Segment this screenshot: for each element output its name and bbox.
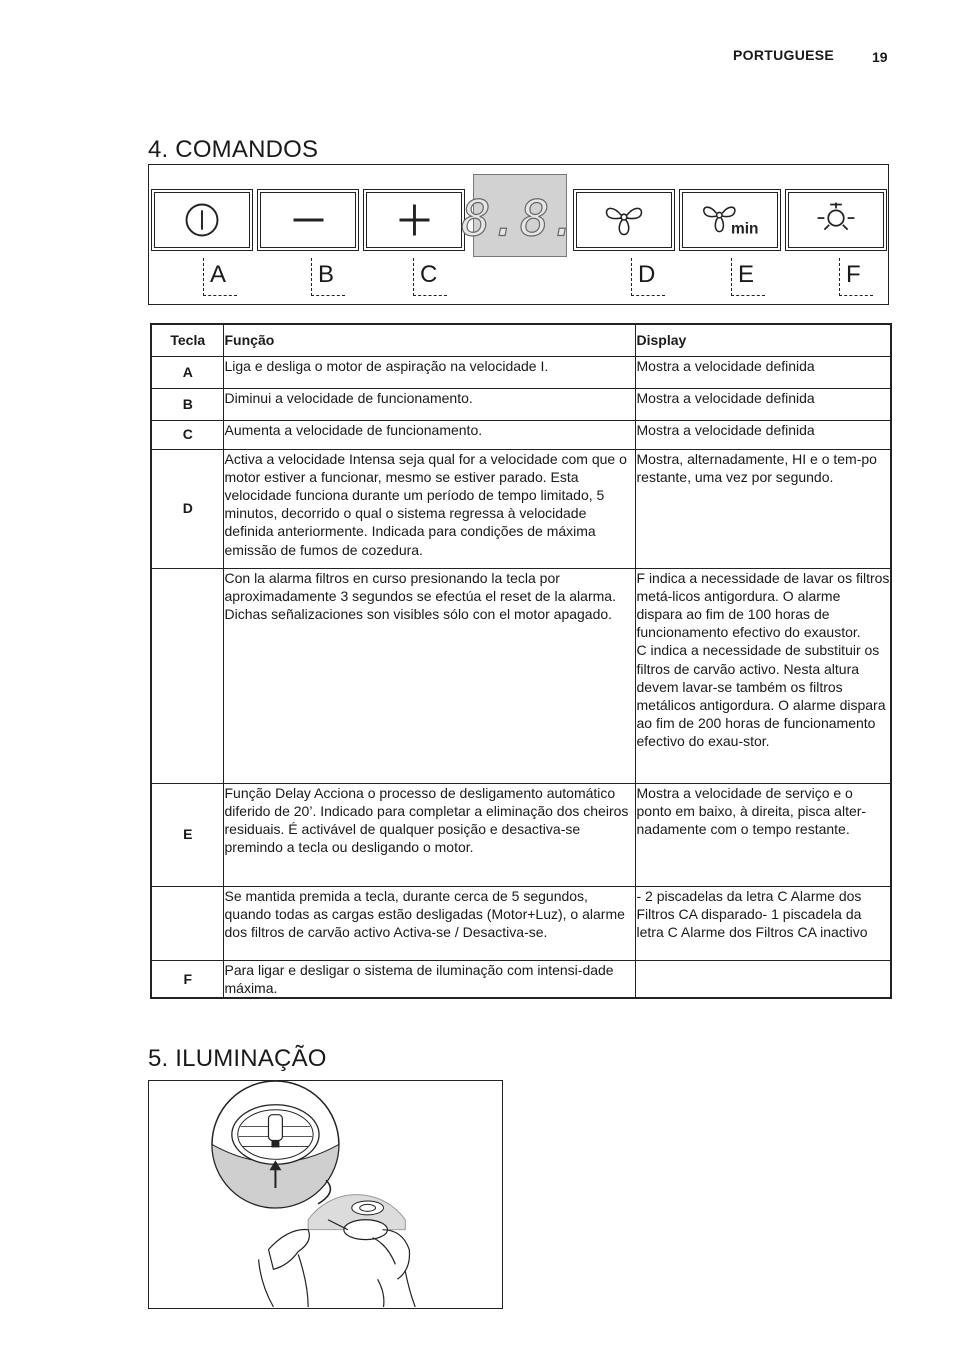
key-label-a: A [203,258,237,296]
key-label-d: D [631,258,665,296]
row-display: Mostra a velocidade definida [635,388,891,420]
control-panel-diagram [148,164,889,305]
row-key: F [151,960,223,998]
section-title-controls: 4. COMANDOS [148,136,319,163]
minus-button [257,189,359,251]
row-display [635,960,891,998]
row-key: B [151,388,223,420]
fan-min-icon [680,190,780,250]
power-icon [152,190,252,250]
delay-button [679,189,781,251]
header-key: Tecla [151,324,223,356]
row-display: Mostra a velocidade de serviço e o ponto em baixo, à direita, pisca alter-nadamente com o tempo restante. [635,783,891,886]
section-title-lighting: 5. ILUMINAÇÃO [148,1045,327,1072]
row-function: Para ligar e desligar o sistema de iluminação com intensi-dade máxima. [223,960,635,998]
row-key [151,568,223,783]
hands-changing-lamp [259,1195,416,1307]
min-label: min [730,220,759,238]
row-key: A [151,356,223,388]
row-function: Activa a velocidade Intensa seja qual for a velocidade com que o motor estiver a funcionar, mesmo se estiver parado. Esta velocidade funciona durante um período de tempo limitado, 5 minutos, decorrido o qual o sistema regressa à velocidade definida anteriormente. Indicada para condições de máxima emissão de fumos de cozedura. [223,449,635,568]
row-function: Diminui a velocidade de funcionamento. [223,388,635,420]
light-button [785,189,887,251]
fan-icon [574,190,674,250]
table-row [151,420,891,449]
row-function: Liga e desliga o motor de aspiração na velocidade I. [223,356,635,388]
row-key [151,886,223,960]
row-key: E [151,783,223,886]
plus-button [363,189,465,251]
intensive-speed-button [573,189,675,251]
row-display [635,568,891,783]
header-function: Função [223,324,635,356]
row-function: Função Delay Acciona o processo de desligamento automático diferido de 20’. Indicado para completar a eliminação dos cheiros residuais. É activável de qualquer posição e desactiva-se premindo a tecla ou desligando o motor. [223,783,635,886]
display-digits: 8.8. [461,190,579,248]
row-display: - 2 piscadelas da letra C Alarme dos Filtros CA disparado- 1 piscadela da letra C Alarme dos Filtros CA inactivo [635,886,891,960]
filter-alarm-text: F indica a necessidade de lavar os filtros metá-licos antigordura. O alarme dispara ao fim de 100 horas de funcionamento efectivo do exaustor. [636,569,890,641]
page-number: 19 [872,49,888,65]
row-key: D [151,449,223,568]
table-row [151,356,891,388]
key-label-f: F [839,258,873,296]
table-row [151,960,891,998]
key-label-e: E [731,258,765,296]
key-label-c: C [413,258,447,296]
table-row [151,886,891,960]
row-function: Se mantida premida a tecla, durante cerca de 5 segundos, quando todas as cargas estão desligadas (Motor+Luz), o alarme dos filtros de carvão activo Activa-se / Desactiva-se. [223,886,635,960]
minus-icon [258,190,358,250]
table-row [151,568,891,783]
light-icon [786,190,886,250]
carbon-filter-alarm-text: C indica a necessidade de substituir os filtros de carvão activo. Nesta altura devem lavar-se também os filtros metálicos antigordura. O alarme dispara ao fim de 200 horas de funcionamento efectivo do exau-stor. [636,642,886,750]
header-language: PORTUGUESE [733,47,835,63]
row-display: Mostra, alternadamente, HI e o tem-po restante, uma vez por segundo. [635,449,891,568]
row-key: C [151,420,223,449]
controls-function-table [150,323,892,999]
lamp-replacement-illustration [148,1080,503,1309]
magnified-lamp-view [212,1081,339,1208]
table-header-row [151,324,891,356]
table-row [151,449,891,568]
row-display: Mostra a velocidade definida [635,420,891,449]
row-function: Aumenta a velocidade de funcionamento. [223,420,635,449]
table-row [151,783,891,886]
key-label-b: B [311,258,345,296]
header-display: Display [635,324,891,356]
table-row [151,388,891,420]
row-function: Con la alarma filtros en curso presionando la tecla por aproximadamente 3 segundos se efectúa el reset de la alarma. Dichas señalizaciones son visibles sólo con el motor apagado. [223,568,635,783]
plus-icon [364,190,464,250]
power-button [151,189,253,251]
seven-segment-display [461,174,579,257]
row-display: Mostra a velocidade definida [635,356,891,388]
